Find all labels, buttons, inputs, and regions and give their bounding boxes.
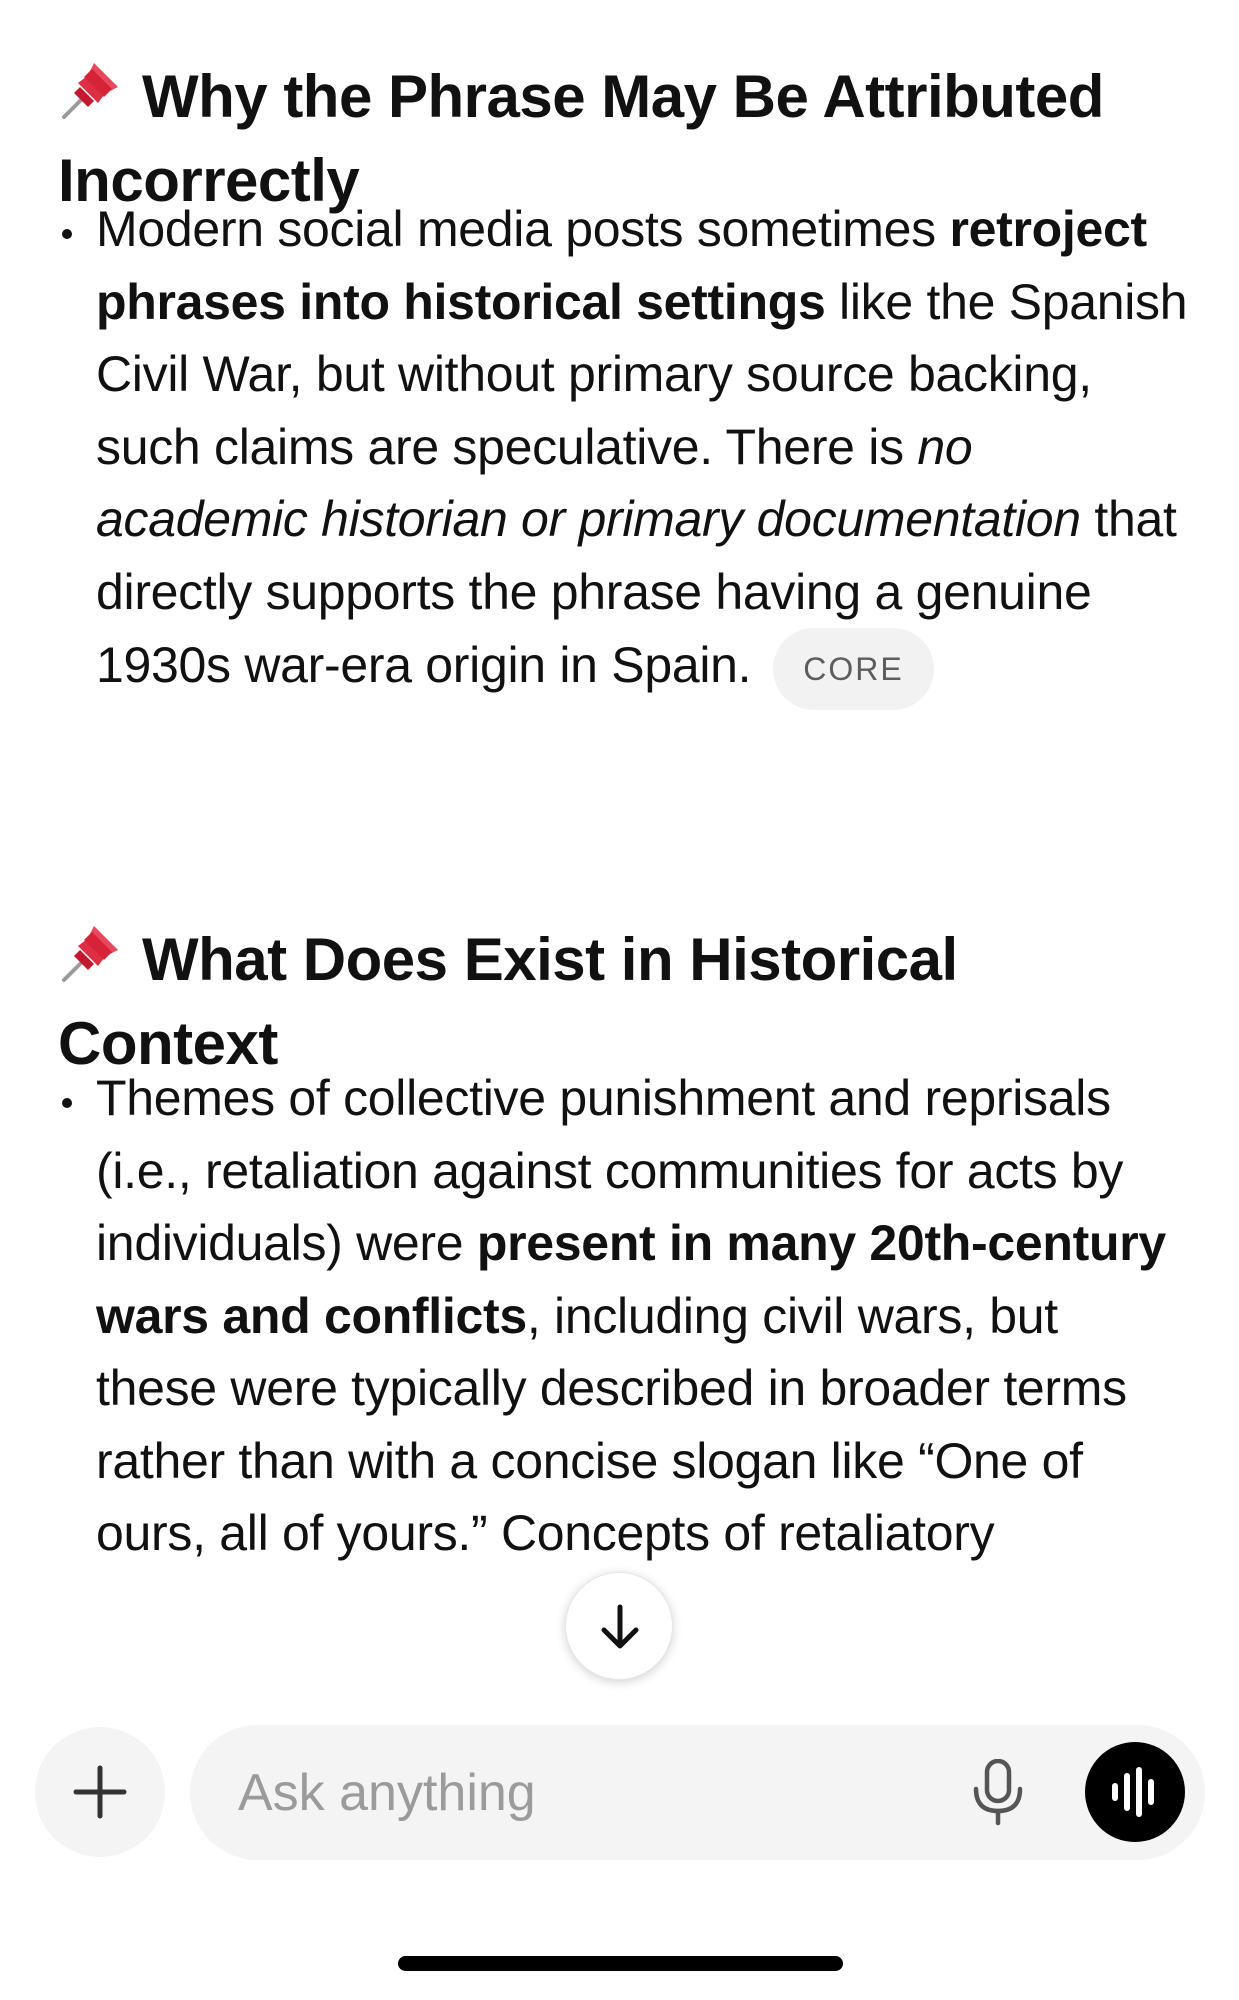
text-run: Themes of collective punishment and reprisals (i.e., retaliation against communities for acts by individuals) were [96, 1070, 1124, 1271]
voice-waveform-icon [1107, 1764, 1163, 1820]
text-run: like the Spanish Civil War, but without primary source backing, such claims are speculative. There is [96, 273, 1188, 475]
arrow-down-icon [592, 1599, 648, 1655]
home-indicator [398, 1956, 843, 1971]
ask-anything-input[interactable] [238, 1725, 938, 1860]
scroll-to-bottom-button[interactable] [565, 1572, 673, 1680]
microphone-icon [965, 1759, 1031, 1827]
italic-run: no academic historian or primary documentation [96, 418, 1081, 547]
list-item [58, 193, 1188, 710]
pushpin-icon [58, 57, 124, 123]
bullet-dot [62, 229, 72, 239]
section-heading-text: What Does Exist in Historical Context [58, 926, 958, 1077]
section-heading-text: Why the Phrase May Be Attributed Incorrectly [58, 63, 1104, 214]
plus-icon [72, 1764, 128, 1820]
pushpin-icon [58, 920, 124, 986]
bullet-dot [62, 1098, 72, 1108]
message-composer [0, 1700, 1239, 2000]
bold-run: retroject phrases into historical settings [96, 201, 1147, 330]
text-run: that directly supports the phrase having a genuine 1930s war-era origin in Spain. [96, 491, 1177, 693]
dictate-button[interactable] [965, 1759, 1031, 1827]
section-heading [58, 918, 1178, 1086]
bold-run: present in many 20th-century wars and conflicts [96, 1215, 1166, 1344]
attach-plus-button[interactable] [35, 1727, 165, 1857]
ask-input-container [190, 1725, 1205, 1860]
source-citation-chip[interactable]: CORE [773, 628, 933, 710]
text-run: Modern social media posts sometimes [96, 201, 950, 257]
bullet-text [96, 1062, 1188, 1570]
text-run: , including civil wars, but these were typically described in broader terms rather than with a concise slogan like “One of ours, all of yours.” Concepts of retaliatory [96, 1287, 1127, 1561]
list-item [58, 1062, 1188, 1570]
bullet-text [96, 193, 1188, 710]
voice-mode-button[interactable] [1085, 1742, 1185, 1842]
